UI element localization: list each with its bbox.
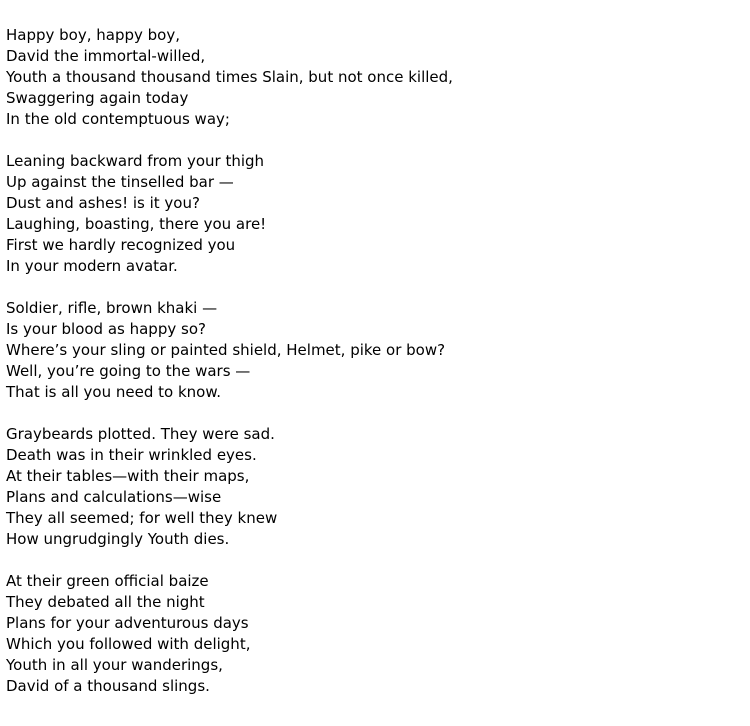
poem-line: Is your blood as happy so? <box>6 320 206 338</box>
poem-line: They all seemed; for well they knew <box>6 509 278 527</box>
poem-line: Death was in their wrinkled eyes. <box>6 446 257 464</box>
poem-line: At their tables—with their maps, <box>6 467 250 485</box>
poem-line: That is all you need to know. <box>6 383 221 401</box>
poem-line: Dust and ashes! is it you? <box>6 194 200 212</box>
poem-line: In your modern avatar. <box>6 257 178 275</box>
poem-line: Laughing, boasting, there you are! <box>6 215 267 233</box>
poem-line: How ungrudgingly Youth dies. <box>6 530 230 548</box>
poem-line: Happy boy, happy boy, <box>6 26 181 44</box>
stanza-4 <box>6 424 453 550</box>
poem-line: Graybeards plotted. They were sad. <box>6 425 275 443</box>
poem-text <box>6 25 453 697</box>
poem-line: Swaggering again today <box>6 89 189 107</box>
poem-line: Youth in all your wanderings, <box>6 656 223 674</box>
stanza-2 <box>6 151 453 277</box>
poem-line: Where’s your sling or painted shield, Helmet, pike or bow? <box>6 341 446 359</box>
poem-line: Youth a thousand thousand times Slain, but not once killed, <box>6 68 453 86</box>
poem-line: First we hardly recognized you <box>6 236 236 254</box>
poem-line: David of a thousand slings. <box>6 677 210 695</box>
poem-line: Well, you’re going to the wars — <box>6 362 251 380</box>
stanza-3 <box>6 298 453 403</box>
poem-line: Leaning backward from your thigh <box>6 152 265 170</box>
stanza-1 <box>6 25 453 130</box>
poem-line: They debated all the night <box>6 593 205 611</box>
poem-line: Which you followed with delight, <box>6 635 251 653</box>
poem-line: Up against the tinselled bar — <box>6 173 234 191</box>
stanza-5 <box>6 571 453 697</box>
poem-line: David the immortal-willed, <box>6 47 206 65</box>
poem-line: In the old contemptuous way; <box>6 110 230 128</box>
poem-line: At their green official baize <box>6 572 209 590</box>
poem-line: Plans for your adventurous days <box>6 614 249 632</box>
poem-line: Soldier, rifle, brown khaki — <box>6 299 218 317</box>
poem-line: Plans and calculations—wise <box>6 488 222 506</box>
